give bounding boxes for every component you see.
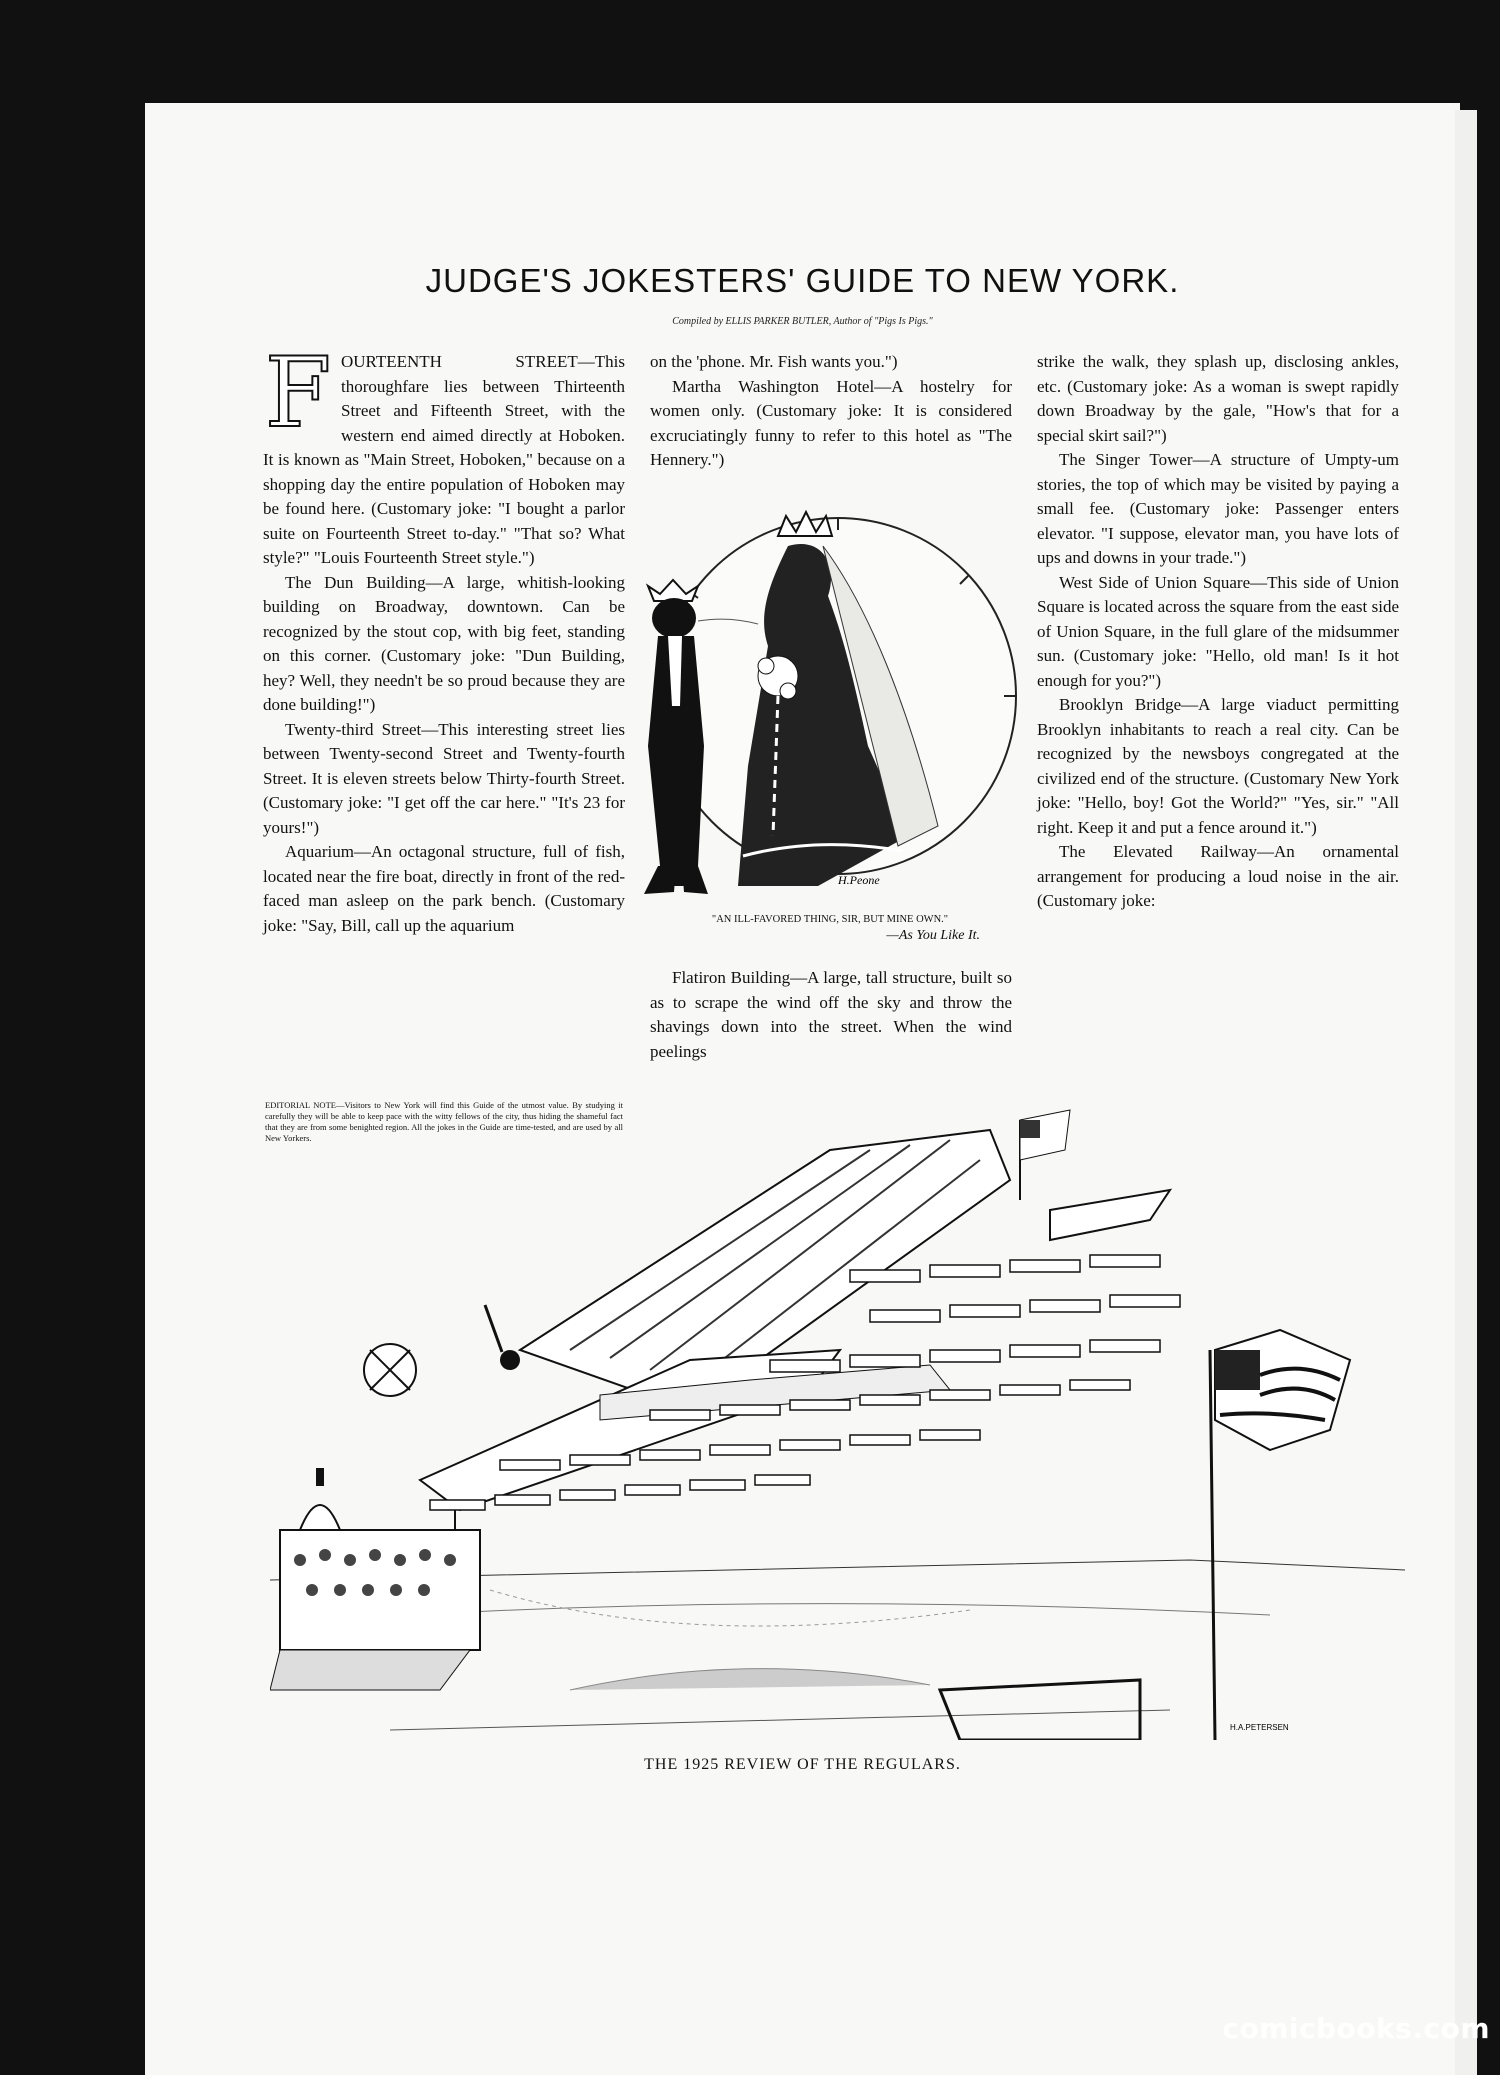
text-column-2-top (650, 350, 1012, 473)
cartoon2-caption: THE 1925 REVIEW OF THE REGULARS. (644, 1756, 961, 1773)
paragraph-dun-building: The Dun Building—A large, whitish-looking building on Broadway, downtown. Can be recognized by the stout cop, with big feet, standing on this corner. (Customary joke: "Dun Building, hey? Well, they needn't be so proud because they are done building!") (263, 572, 625, 714)
text-column-1 (263, 337, 625, 938)
text-column-3 (1037, 350, 1399, 914)
airplane-review-cartoon (270, 1090, 1405, 1740)
cartoon1-caption (640, 912, 1020, 944)
cartoon2-signature: H.A.PETERSEN (1230, 1723, 1289, 1732)
page-title: JUDGE'S JOKESTERS' GUIDE TO NEW YORK. (425, 262, 1180, 299)
bride-groom-cartoon (638, 506, 1020, 898)
paragraph-elevated-railway: The Elevated Railway—An ornamental arrangement for producing a loud noise in the air. (Customary joke: (1037, 842, 1399, 910)
paragraph-fourteenth-street: FOURTEENTH STREET—This thoroughfare lies between Thirteenth Street and Fifteenth Street, with the western end aimed directly at Hoboken. It is known as "Main Street, Hoboken," because on a shopping day the entire population of Hoboken may be found here. (Customary joke: "I bought a parlor suite on Fourteenth Street to-day." "That so? What style?" "Louis Fourteenth Street style.") (263, 337, 625, 567)
paragraph-aquarium-cont: on the 'phone. Mr. Fish wants you.") (650, 352, 898, 371)
caption-source: —As You Like It. (886, 928, 980, 943)
text-column-2-bottom (650, 966, 1012, 1064)
editorial-note: EDITORIAL NOTE—Visitors to New York will find this Guide of the utmost value. By studying it carefully they will be able to keep pace with the witty fellows of the city, thus hiding the shameful fact that they are from some benighted region. All the jokes in the Guide are time-tested, and are used by all New Yorkers. (265, 1100, 623, 1143)
paragraph-wind-cont: strike the walk, they splash up, disclosing ankles, etc. (Customary joke: As a woman is swept rapidly down Broadway by the gale, "How's that for a special skirt sail?") (1037, 352, 1399, 445)
paragraph-twenty-third-street: Twenty-third Street—This interesting street lies between Twenty-second Street and Twenty-fourth Street. It is eleven streets below Thirty-fourth Street. (Customary joke: "I get off the car here." "It's 23 for yours!") (263, 719, 625, 837)
drop-cap: F (264, 337, 332, 449)
paragraph-martha-washington: Martha Washington Hotel—A hostelry for women only. (Customary joke: It is considered excruciatingly funny to refer to this hotel as "The Hennery.") (650, 376, 1012, 469)
facing-page-edge (1455, 110, 1477, 2075)
caption-quote: "AN ILL-FAVORED THING, SIR, BUT MINE OWN." (711, 914, 949, 925)
paragraph-brooklyn-bridge: Brooklyn Bridge—A large viaduct permitting Brooklyn inhabitants to reach a real city. Can be recognized by the newsboys congregated at the civilized end of the structure. (Customary New York joke: "Hello, boy! Got the World?" "Yes, sir." "All right. Keep it and put a fence around it.") (1037, 695, 1399, 837)
paragraph-union-square: West Side of Union Square—This side of Union Square is located across the square from the east side of Union Square, in the full glare of the midsummer sun. (Customary joke: "Hello, old man! Is it hot enough for you?") (1037, 572, 1399, 690)
cartoon1-signature: H.Peone (838, 873, 880, 887)
paragraph-aquarium: Aquarium—An octagonal structure, full of fish, located near the fire boat, directly in front of the red-faced man asleep on the park bench. (Customary joke: "Say, Bill, call up the aquarium (263, 842, 625, 935)
paragraph-flatiron: Flatiron Building—A large, tall structure, built so as to scrape the wind off the sky and throw the shavings down into the street. When the wind peelings (650, 968, 1012, 1061)
site-watermark: comicbooks.com (1222, 2012, 1490, 2045)
paragraph-singer-tower: The Singer Tower—A structure of Umpty-um stories, the top of which may be visited by paying a small fee. (Customary joke: Passenger enters elevator. "I suppose, elevator man, you have lots of ups and downs in your trade.") (1037, 450, 1399, 567)
byline: Compiled by ELLIS PARKER BUTLER, Author of "Pigs Is Pigs." (672, 316, 933, 327)
